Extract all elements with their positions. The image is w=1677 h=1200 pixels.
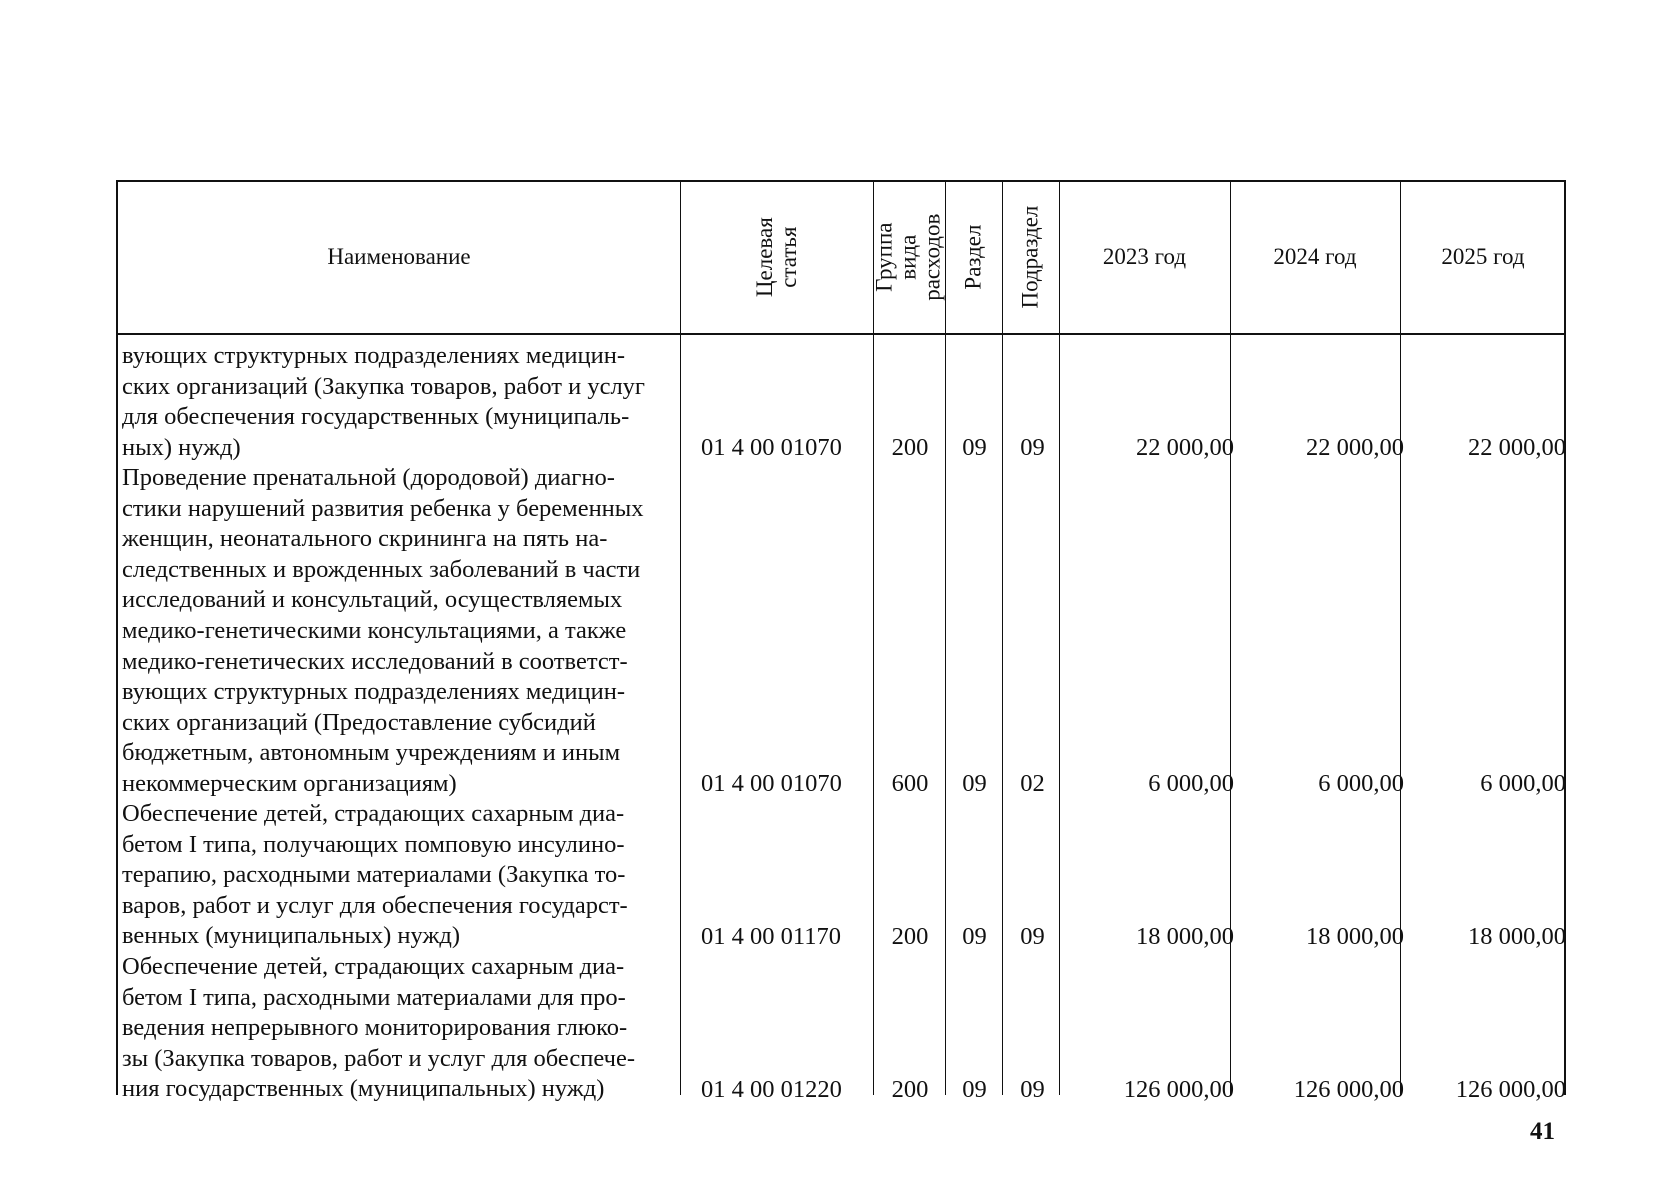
row-section: 09 xyxy=(962,770,987,797)
row-name-line: женщин, неонатального скрининга на пять на- xyxy=(122,525,608,553)
row-2024: 126 000,00 xyxy=(1293,1076,1404,1103)
row-name-line: исследований и консультаций, осуществляемых xyxy=(122,586,623,614)
header-2023-text: 2023 год xyxy=(1102,244,1187,270)
header-2023 xyxy=(1059,182,1230,333)
row-name-line: зы (Закупка товаров, работ и услуг для обеспече- xyxy=(122,1044,636,1072)
row-2024: 22 000,00 xyxy=(1306,434,1404,461)
row-target-article: 01 4 00 01070 xyxy=(701,770,842,797)
header-name-text: Наименование xyxy=(327,244,471,270)
row-name xyxy=(122,463,678,800)
row-name-line: ских организаций (Предоставление субсидий xyxy=(122,708,596,736)
row-target-article: 01 4 00 01220 xyxy=(701,1076,842,1103)
row-2024: 18 000,00 xyxy=(1306,923,1404,950)
row-section: 09 xyxy=(962,1076,987,1103)
row-subsection: 09 xyxy=(1020,434,1045,461)
header-2025 xyxy=(1400,182,1566,333)
table-body xyxy=(118,335,1566,1103)
row-2025: 6 000,00 xyxy=(1480,770,1566,797)
row-name-line: бюджетным, автономным учреждениям и иным xyxy=(122,739,621,767)
header-expense-group-text: Группа вида расходов xyxy=(871,213,946,302)
row-name xyxy=(122,341,678,463)
row-name-line: Проведение пренатальной (дородовой) диагно- xyxy=(122,464,615,491)
row-2025: 22 000,00 xyxy=(1468,434,1566,461)
row-2023: 6 000,00 xyxy=(1148,770,1234,797)
header-expense-group xyxy=(873,182,945,333)
row-expense-group: 600 xyxy=(891,770,929,797)
row-2025: 18 000,00 xyxy=(1468,923,1566,950)
row-name xyxy=(122,952,678,1105)
row-name-line: бетом I типа, расходными материалами для про- xyxy=(122,983,626,1011)
row-name-line: ных) нужд) xyxy=(122,433,241,461)
row-name-line: ских организаций (Закупка товаров, работ и услуг xyxy=(122,372,645,400)
row-expense-group: 200 xyxy=(891,923,929,950)
header-subsection-text: Подраздел xyxy=(1017,206,1043,309)
row-name-line: венных (муниципальных) нужд) xyxy=(122,922,461,950)
row-name-line: некоммерческим организациям) xyxy=(122,769,457,797)
row-2023: 18 000,00 xyxy=(1136,923,1234,950)
row-name-line: вующих структурных подразделениях медицин- xyxy=(122,678,626,706)
row-name-line: медико-генетическими консультациями, а также xyxy=(122,616,627,644)
row-2024: 6 000,00 xyxy=(1318,770,1404,797)
header-section-text: Раздел xyxy=(960,224,986,291)
header-2024 xyxy=(1230,182,1400,333)
row-subsection: 09 xyxy=(1020,923,1045,950)
row-expense-group: 200 xyxy=(891,434,929,461)
budget-table xyxy=(116,180,1566,1103)
row-name xyxy=(122,799,678,952)
row-name-line: Обеспечение детей, страдающих сахарным диа- xyxy=(122,953,625,980)
row-subsection: 09 xyxy=(1020,1076,1045,1103)
row-2023: 22 000,00 xyxy=(1136,434,1234,461)
row-name-line: терапию, расходными материалами (Закупка то- xyxy=(122,861,626,889)
header-name xyxy=(118,182,680,333)
row-name-line: Обеспечение детей, страдающих сахарным диа- xyxy=(122,800,625,827)
header-2024-text: 2024 год xyxy=(1273,244,1357,270)
table-header xyxy=(118,182,1564,335)
row-name-line: вующих структурных подразделениях медицин- xyxy=(122,342,626,369)
row-section: 09 xyxy=(962,434,987,461)
header-2025-text: 2025 год xyxy=(1441,244,1525,270)
header-target-article-text: Целевая статья xyxy=(751,217,801,298)
row-name-line: для обеспечения государственных (муниципаль- xyxy=(122,403,630,431)
row-name-line: ния государственных (муниципальных) нужд) xyxy=(122,1075,605,1103)
row-name-line: стики нарушений развития ребенка у беременных xyxy=(122,494,644,522)
row-subsection: 02 xyxy=(1020,770,1045,797)
row-name-line: медико-генетических исследований в соответст- xyxy=(122,647,628,675)
row-name-line: следственных и врожденных заболеваний в части xyxy=(122,555,641,583)
row-target-article: 01 4 00 01070 xyxy=(701,434,842,461)
page-number: 41 xyxy=(1530,1118,1555,1145)
row-section: 09 xyxy=(962,923,987,950)
header-section xyxy=(945,182,1002,333)
row-2023: 126 000,00 xyxy=(1123,1076,1234,1103)
row-2025: 126 000,00 xyxy=(1455,1076,1566,1103)
header-subsection xyxy=(1002,182,1059,333)
row-name-line: варов, работ и услуг для обеспечения государст- xyxy=(122,891,628,919)
row-expense-group: 200 xyxy=(891,1076,929,1103)
row-name-line: бетом I типа, получающих помповую инсулино- xyxy=(122,830,625,858)
row-target-article: 01 4 00 01170 xyxy=(701,923,841,950)
header-target-article xyxy=(680,182,873,333)
row-name-line: ведения непрерывного мониторирования глюко- xyxy=(122,1014,628,1042)
